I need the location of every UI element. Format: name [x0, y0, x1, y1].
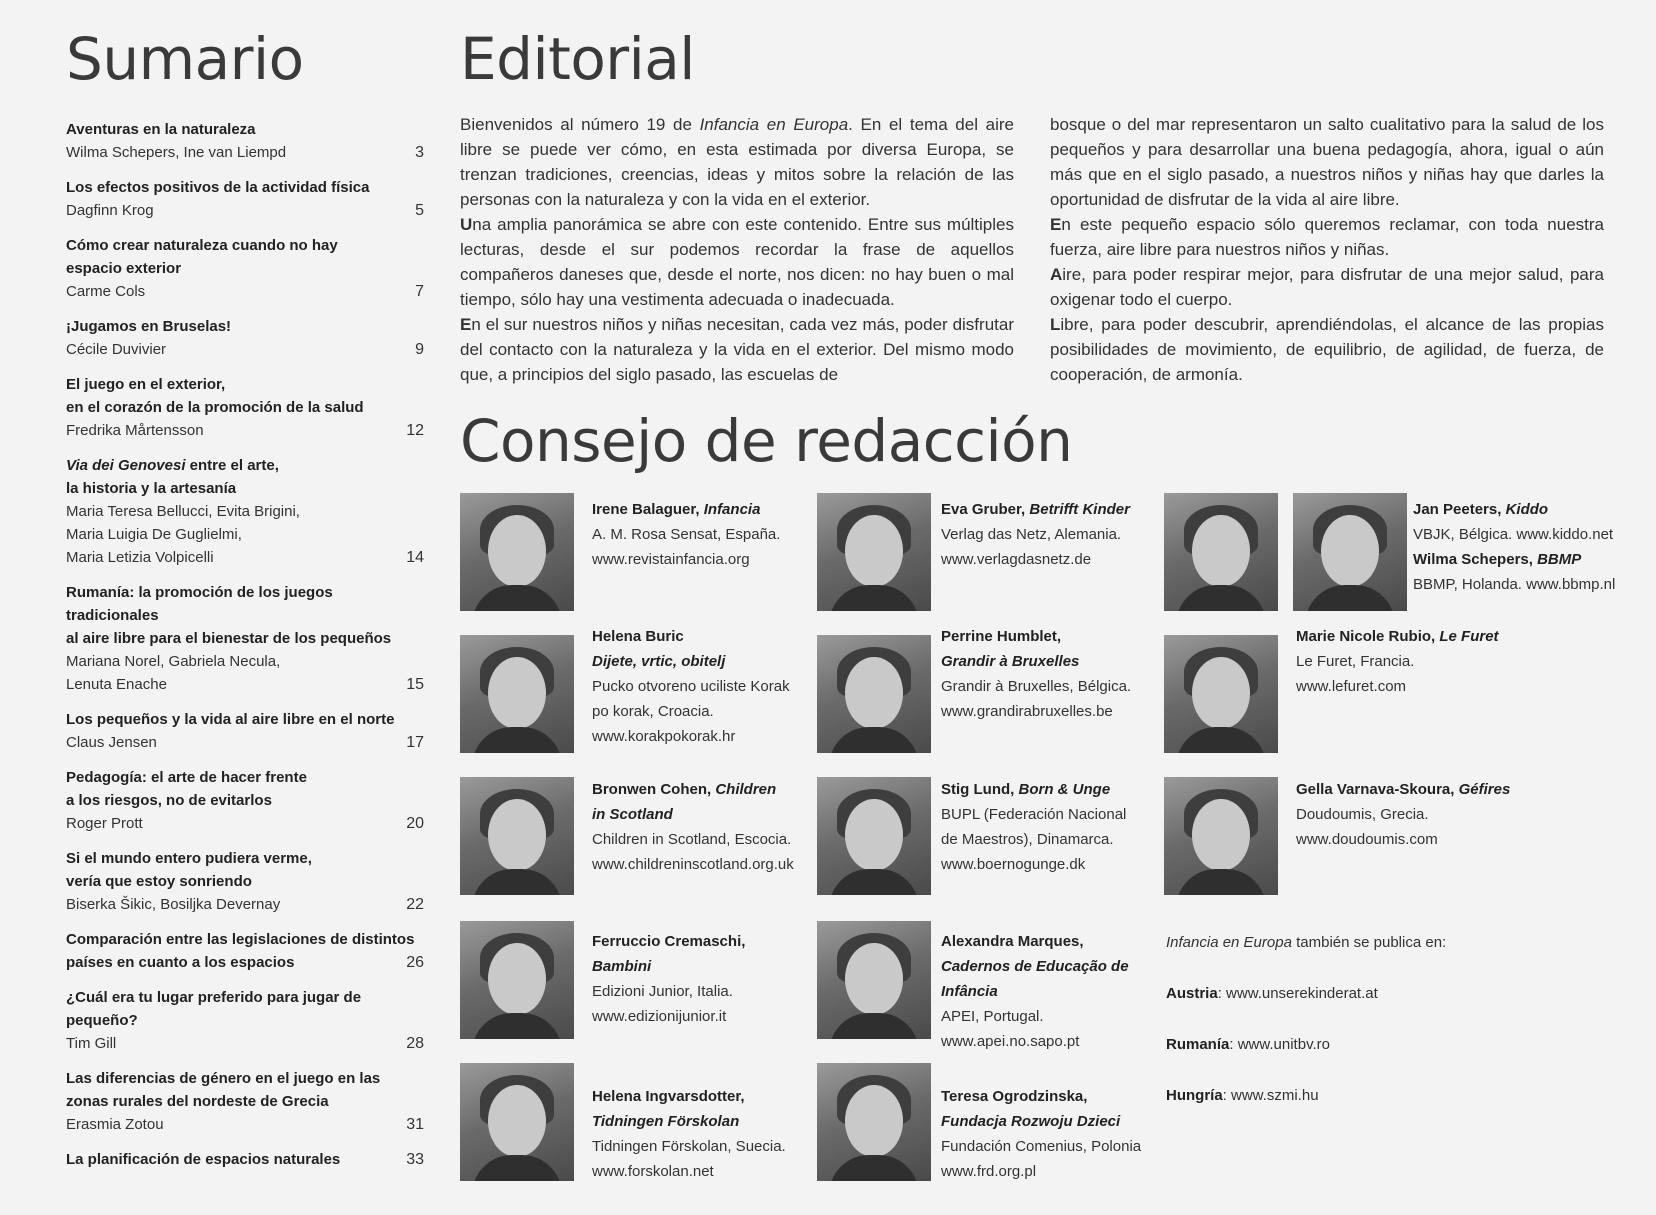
toc-entry-page: 33	[406, 1151, 424, 1168]
member-publication: BBMP	[1537, 551, 1582, 568]
edition-country: Austria	[1166, 985, 1218, 1002]
toc-entry[interactable]	[66, 234, 424, 303]
toc-entry-authors: Erasmia Zotou	[66, 1116, 164, 1133]
member-card: Jan Peeters, Kiddo VBJK, Bélgica. www.kiddo.net Wilma Schepers, BBMP BBMP, Holanda. www.bbmp.nl	[1413, 497, 1615, 597]
toc-entry-title: Rumanía: la promoción de los juegos tradicionales	[66, 584, 333, 624]
toc-entry-title: Si el mundo entero pudiera verme,	[66, 850, 312, 867]
edition-link[interactable]: www.unserekinderat.at	[1226, 985, 1378, 1002]
member-card	[592, 624, 790, 749]
toc-entry-authors: Claus Jensen	[66, 734, 157, 751]
toc-entry[interactable]	[66, 118, 424, 164]
member-name: Alexandra Marques	[941, 933, 1080, 950]
toc-entry-title: Los pequeños y la vida al aire libre en el norte	[66, 711, 395, 728]
member-card: Marie Nicole Rubio, Le Furet Le Furet, Francia. www.lefuret.com	[1296, 624, 1499, 699]
editorial-text: ibre, para poder descubrir, aprendiéndolas, el alcance de las propias posibilidades de movimiento, de equilibrio, de agilidad, de fuerza, de cooperación, de armonía.	[1050, 315, 1604, 384]
member-name: Teresa Ogrodzinska	[941, 1088, 1084, 1105]
toc-entry-page: 28	[406, 1035, 424, 1052]
member-photo	[460, 921, 574, 1039]
member-detail: APEI, Portugal.	[941, 1008, 1044, 1025]
member-link[interactable]: www.childreninscotland.org.uk	[592, 856, 794, 873]
member-detail: po korak, Croacia.	[592, 703, 714, 720]
toc-entry-title	[66, 454, 424, 477]
member-detail: BBMP, Holanda. www.bbmp.nl	[1413, 576, 1616, 593]
toc-entry-page: 14	[406, 549, 424, 566]
edition-austria: Austria: www.unserekinderat.at	[1166, 985, 1378, 1002]
toc-entry-title: vería que estoy sonriendo	[66, 873, 252, 890]
toc-entry-title: Comparación entre las legislaciones de distintos	[66, 931, 415, 948]
toc-entry-title: Los efectos positivos de la actividad física	[66, 179, 370, 196]
member-publication: Born & Unge	[1018, 781, 1111, 798]
toc-entry-title: en el corazón de la promoción de la salud	[66, 399, 364, 416]
toc-entry[interactable]	[66, 373, 424, 442]
member-name: Marie Nicole Rubio	[1296, 628, 1432, 645]
toc-entry[interactable]	[66, 847, 424, 916]
member-publication: Children	[715, 781, 777, 798]
member-publication: Infancia	[703, 501, 761, 518]
consejo-title: Consejo de redacción	[460, 407, 1073, 475]
drop-initial: A	[1050, 265, 1063, 284]
toc-entry[interactable]	[66, 315, 424, 361]
member-card: Gella Varnava-Skoura, Géfires Doudoumis, Grecia. www.doudoumis.com	[1296, 777, 1510, 852]
edition-rumania: Rumanía: www.unitbv.ro	[1166, 1036, 1330, 1053]
editorial-text: n el sur nuestros niños y niñas necesitan, cada vez más, poder disfrutar del contacto con la naturaleza y la vida en el exterior. Del mismo modo que, a principios del siglo pasado, las escuelas de	[460, 315, 1014, 384]
toc-entry-title: espacio exterior	[66, 260, 182, 277]
magazine-title: Infancia en Europa	[1166, 934, 1292, 951]
member-name: Stig Lund	[941, 781, 1011, 798]
member-publication: Fundacja Rozwoju Dzieci	[941, 1113, 1121, 1130]
member-link[interactable]: www.doudoumis.com	[1296, 831, 1438, 848]
member-photo	[460, 777, 574, 895]
editorial-italic: Infancia en Europa	[699, 115, 849, 134]
toc-entry-authors: Biserka Šikic, Bosiljka Devernay	[66, 896, 281, 913]
editorial-paragraph	[1050, 112, 1604, 212]
member-link[interactable]: www.boernogunge.dk	[941, 856, 1086, 873]
member-detail: Pucko otvoreno uciliste Korak	[592, 678, 790, 695]
toc-entry[interactable]	[66, 176, 424, 222]
editorial-paragraph	[1050, 262, 1604, 312]
member-link[interactable]: www.forskolan.net	[592, 1163, 714, 1180]
editorial-paragraph	[460, 312, 1014, 387]
edition-country: Rumanía	[1166, 1036, 1230, 1053]
toc-entry-title: Cómo crear naturaleza cuando no hay	[66, 237, 338, 254]
toc-entry-title: La planificación de espacios naturales	[66, 1151, 341, 1168]
member-card: Helena Ingvarsdotter, Tidningen Förskolan Tidningen Förskolan, Suecia. www.forskolan.net	[592, 1084, 786, 1184]
toc-entry-authors: Wilma Schepers, Ine van Liempd	[66, 144, 287, 161]
edition-link[interactable]: www.unitbv.ro	[1237, 1036, 1330, 1053]
toc-entry[interactable]	[66, 454, 424, 569]
member-card: Ferruccio Cremaschi, Bambini Edizioni Junior, Italia. www.edizionijunior.it	[592, 929, 745, 1029]
toc-entry-title: la historia y la artesanía	[66, 480, 237, 497]
toc-entry-title: El juego en el exterior,	[66, 376, 226, 393]
member-detail: BUPL (Federación Nacional	[941, 806, 1127, 823]
member-link[interactable]: www.grandirabruxelles.be	[941, 703, 1113, 720]
member-link[interactable]: www.revistainfancia.org	[592, 551, 750, 568]
toc-entry[interactable]	[66, 928, 424, 974]
toc-entry-title: países en cuanto a los espacios	[66, 954, 295, 971]
member-card: Stig Lund, Born & Unge BUPL (Federación Nacional de Maestros), Dinamarca. www.boernogunge.dk	[941, 777, 1126, 877]
member-name: Bronwen Cohen	[592, 781, 707, 798]
toc-entry-page: 26	[406, 954, 424, 971]
member-link[interactable]: www.frd.org.pl	[941, 1163, 1037, 1180]
table-of-contents	[66, 118, 424, 1183]
editorial-paragraph	[460, 212, 1014, 312]
drop-initial: L	[1050, 315, 1061, 334]
member-link[interactable]: www.lefuret.com	[1296, 678, 1407, 695]
member-publication: Cadernos de Educação de	[941, 958, 1129, 975]
member-photo	[1164, 635, 1278, 753]
member-detail: Doudoumis, Grecia.	[1296, 806, 1429, 823]
toc-entry-title: Las diferencias de género en el juego en las	[66, 1070, 381, 1087]
toc-entry-title: Aventuras en la naturaleza	[66, 121, 256, 138]
member-photo	[1164, 777, 1278, 895]
member-publication: Grandir à Bruxelles	[941, 653, 1080, 670]
editorial-column-1	[460, 112, 1014, 387]
drop-initial: E	[460, 315, 472, 334]
editorial-title: Editorial	[460, 25, 695, 93]
toc-entry-authors: Fredrika Mårtensson	[66, 422, 204, 439]
toc-entry-page: 5	[415, 202, 424, 219]
drop-initial: E	[1050, 215, 1062, 234]
member-name: Helena Ingvarsdotter	[592, 1088, 741, 1105]
member-name: Irene Balaguer	[592, 501, 696, 518]
toc-entry[interactable]	[66, 708, 424, 754]
member-name: Ferruccio Cremaschi	[592, 933, 742, 950]
toc-entry-title: pequeño?	[66, 1012, 138, 1029]
toc-entry-authors: Dagfinn Krog	[66, 202, 154, 219]
toc-entry-authors: Cécile Duvivier	[66, 341, 167, 358]
toc-entry-authors: Roger Prott	[66, 815, 143, 832]
editorial-text: . En el tema del aire libre se puede ver cómo, en esta estimada por diversa Europa, se trenzan tradiciones, creencias, ideas y mitos sobre la relación de las personas con la naturaleza y con la vida en el exterior.	[460, 115, 1014, 209]
member-card: Bronwen Cohen, Children in Scotland Children in Scotland, Escocia. www.childreninscotland.org.uk	[592, 777, 794, 877]
editorial-paragraph	[1050, 312, 1604, 387]
member-card: Perrine Humblet, Grandir à Bruxelles Grandir à Bruxelles, Bélgica. www.grandirabruxelles.be	[941, 624, 1131, 724]
toc-entry-title: zonas rurales del nordeste de Grecia	[66, 1093, 329, 1110]
toc-entry-title-italic: Via dei Genovesi	[66, 457, 186, 474]
toc-entry-title: al aire libre para el bienestar de los pequeños	[66, 630, 392, 647]
member-detail: A. M. Rosa Sensat, España.	[592, 526, 781, 543]
member-name: Wilma Schepers	[1413, 551, 1529, 568]
member-detail: VBJK, Bélgica. www.kiddo.net	[1413, 526, 1614, 543]
member-photo	[817, 777, 931, 895]
toc-entry-authors: Maria Teresa Bellucci, Evita Brigini,	[66, 503, 300, 520]
toc-entry-authors: Tim Gill	[66, 1035, 117, 1052]
drop-initial: U	[460, 215, 473, 234]
editorial-paragraph	[1050, 212, 1604, 262]
member-photo	[460, 635, 574, 753]
toc-entry-page: 22	[406, 896, 424, 913]
member-card: Alexandra Marques, Cadernos de Educação de Infância APEI, Portugal. www.apei.no.sapo.pt	[941, 929, 1129, 1054]
member-publication: Géfires	[1458, 781, 1511, 798]
member-photo	[1293, 493, 1407, 611]
member-link[interactable]: www.korakpokorak.hr	[592, 728, 736, 745]
member-publication: in Scotland	[592, 806, 673, 823]
toc-entry[interactable]	[66, 581, 424, 696]
member-detail: Le Furet, Francia.	[1296, 653, 1415, 670]
toc-entry-title: a los riesgos, no de evitarlos	[66, 792, 272, 809]
toc-entry-title: Pedagogía: el arte de hacer frente	[66, 769, 307, 786]
member-photo	[460, 1063, 574, 1181]
toc-entry-page: 3	[415, 144, 424, 161]
editorial-text: Bienvenidos al número 19 de	[460, 115, 700, 134]
toc-entry-title-rest: entre el arte,	[185, 457, 279, 474]
toc-entry-authors: Carme Cols	[66, 283, 146, 300]
member-publication: Dijete, vrtic, obitelj	[592, 653, 726, 670]
toc-entry[interactable]	[66, 986, 424, 1055]
member-name: Perrine Humblet	[941, 628, 1057, 645]
member-card: Teresa Ogrodzinska, Fundacja Rozwoju Dzieci Fundación Comenius, Polonia www.frd.org.pl	[941, 1084, 1141, 1184]
toc-entry-title: ¡Jugamos en Bruselas!	[66, 318, 232, 335]
also-published-intro	[1166, 930, 1446, 955]
editorial-column-2	[1050, 112, 1604, 387]
toc-entry-page: 31	[406, 1116, 424, 1133]
toc-entry-authors: Maria Letizia Volpicelli	[66, 549, 214, 566]
member-name: Jan Peeters	[1413, 501, 1498, 518]
member-photo	[817, 493, 931, 611]
editorial-text: ire, para poder respirar mejor, para disfrutar de una mejor salud, para oxigenar todo el cuerpo.	[1050, 265, 1604, 309]
toc-entry-authors: Lenuta Enache	[66, 676, 167, 693]
member-detail: Fundación Comenius, Polonia	[941, 1138, 1142, 1155]
toc-entry-authors: Maria Luigia De Guglielmi,	[66, 526, 242, 543]
member-name: Gella Varnava-Skoura	[1296, 781, 1451, 798]
sumario-title: Sumario	[66, 25, 304, 93]
member-publication: Infância	[941, 983, 998, 1000]
member-name: Helena Buric	[592, 628, 684, 645]
toc-entry-page: 15	[406, 676, 424, 693]
member-photo	[817, 1063, 931, 1181]
member-link[interactable]: www.edizionijunior.it	[592, 1008, 727, 1025]
member-detail: Grandir à Bruxelles, Bélgica.	[941, 678, 1132, 695]
member-link[interactable]: www.apei.no.sapo.pt	[941, 1033, 1080, 1050]
toc-entry[interactable]	[66, 1067, 424, 1136]
toc-entry-page: 9	[415, 341, 424, 358]
member-photo	[817, 921, 931, 1039]
toc-entry-authors: Mariana Norel, Gabriela Necula,	[66, 653, 281, 670]
editorial-text: n este pequeño espacio sólo queremos reclamar, con toda nuestra fuerza, aire libre para nuestros niños y niñas.	[1050, 215, 1604, 259]
member-publication: Bambini	[592, 958, 652, 975]
toc-entry[interactable]	[66, 1148, 424, 1171]
editorial-text: na amplia panorámica se abre con este contenido. Entre sus múltiples lecturas, desde el sur podemos recordar la frase de aquellos compañeros daneses que, desde el norte, nos dicen: no hay buen o mal tiempo, sólo hay una vestimenta adecuada o inadecuada.	[460, 215, 1014, 309]
member-publication: Kiddo	[1505, 501, 1549, 518]
member-detail: Verlag das Netz, Alemania.	[941, 526, 1122, 543]
toc-entry-page: 17	[406, 734, 424, 751]
member-card: Eva Gruber, Betrifft Kinder Verlag das Netz, Alemania. www.verlagdasnetz.de	[941, 497, 1130, 572]
member-name: Eva Gruber	[941, 501, 1022, 518]
member-photo	[1164, 493, 1278, 611]
member-publication: Le Furet	[1439, 628, 1499, 645]
toc-entry[interactable]	[66, 766, 424, 835]
member-detail: Tidningen Förskolan, Suecia.	[592, 1138, 786, 1155]
toc-entry-page: 12	[406, 422, 424, 439]
member-link[interactable]: www.verlagdasnetz.de	[941, 551, 1092, 568]
toc-entry-title: ¿Cuál era tu lugar preferido para jugar de	[66, 989, 362, 1006]
member-photo	[460, 493, 574, 611]
member-detail: de Maestros), Dinamarca.	[941, 831, 1114, 848]
member-publication: Tidningen Förskolan	[592, 1113, 740, 1130]
editorial-text: bosque o del mar representaron un salto cualitativo para la salud de los pequeños y para desarrollar una buena pedagogía, ahora, igual o aún más que en el siglo pasado, a nuestros niños y niñas hay que darles la oportunidad de disfrutar de la vida al aire libre.	[1050, 115, 1604, 209]
toc-entry-page: 7	[415, 283, 424, 300]
member-photo	[817, 635, 931, 753]
member-card: Irene Balaguer, Infancia A. M. Rosa Sensat, España. www.revistainfancia.org	[592, 497, 780, 572]
also-published-text: también se publica en:	[1291, 934, 1447, 951]
member-detail: Edizioni Junior, Italia.	[592, 983, 733, 1000]
edition-link[interactable]: www.szmi.hu	[1231, 1087, 1319, 1104]
edition-country: Hungría	[1166, 1087, 1223, 1104]
edition-hungria: Hungría: www.szmi.hu	[1166, 1087, 1319, 1104]
member-publication: Betrifft Kinder	[1029, 501, 1130, 518]
toc-entry-page: 20	[406, 815, 424, 832]
member-detail: Children in Scotland, Escocia.	[592, 831, 792, 848]
editorial-paragraph	[460, 112, 1014, 212]
